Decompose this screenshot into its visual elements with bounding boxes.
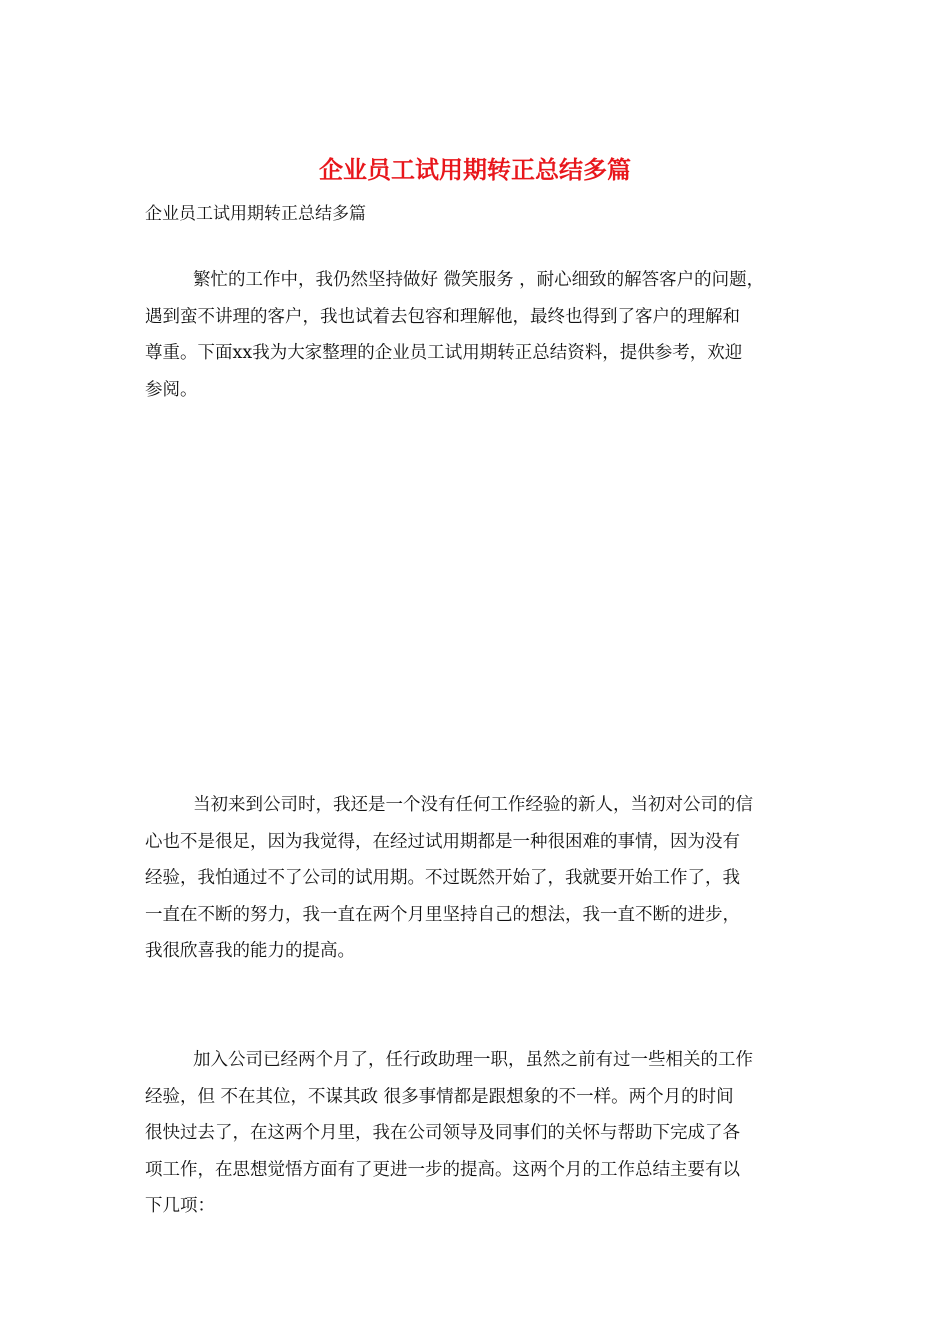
paragraph-line: 下几项： xyxy=(145,1196,215,1216)
paragraph-line: 加入公司已经两个月了，任行政助理一职，虽然之前有过一些相关的工作 xyxy=(193,1050,753,1070)
paragraph-3 xyxy=(145,1042,835,1225)
paragraph-line: 经验，但 不在其位，不谋其政 很多事情都是跟想象的不一样。两个月的时间 xyxy=(145,1086,734,1107)
paragraph-line: 当初来到公司时，我还是一个没有任何工作经验的新人，当初对公司的信 xyxy=(193,795,753,815)
paragraph-line: 参阅。 xyxy=(145,379,198,400)
paragraph-line: 我很欣喜我的能力的提高。 xyxy=(145,941,355,961)
paragraph-line: 尊重。下面xx我为大家整理的企业员工试用期转正总结资料，提供参考，欢迎 xyxy=(145,343,743,363)
document-title: 企业员工试用期转正总结多篇 xyxy=(319,155,631,184)
paragraph-line: 繁忙的工作中，我仍然坚持做好 微笑服务 ，耐心细致的解答客户的问题， xyxy=(193,270,765,290)
paragraph-2 xyxy=(145,787,835,970)
paragraph-line: 项工作，在思想觉悟方面有了更进一步的提高。这两个月的工作总结主要有以 xyxy=(145,1159,740,1180)
paragraph-line: 经验，我怕通过不了公司的试用期。不过既然开始了，我就要开始工作了，我 xyxy=(145,868,740,888)
paragraph-line: 心也不是很足，因为我觉得，在经过试用期都是一种很困难的事情，因为没有 xyxy=(145,831,740,852)
paragraph-line: 很快过去了，在这两个月里，我在公司领导及同事们的关怀与帮助下完成了各 xyxy=(145,1123,740,1143)
document-subtitle: 企业员工试用期转正总结多篇 xyxy=(145,204,366,224)
paragraph-line: 遇到蛮不讲理的客户，我也试着去包容和理解他，最终也得到了客户的理解和 xyxy=(145,306,740,327)
paragraph-1 xyxy=(145,262,835,408)
paragraph-line: 一直在不断的努力，我一直在两个月里坚持自己的想法，我一直不断的进步， xyxy=(145,904,740,925)
